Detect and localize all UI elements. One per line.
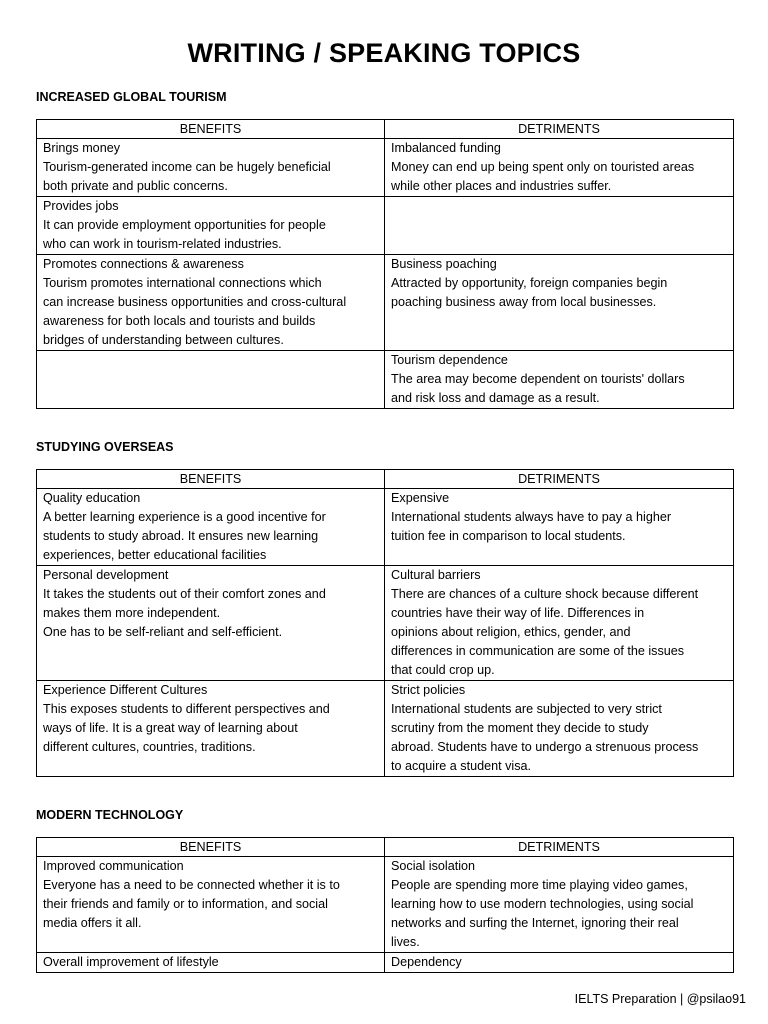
benefit-heading: Quality education — [43, 491, 141, 505]
detriment-text: There are chances of a culture shock because different countries have their way of life. Differences in opinions about religion, ethics, gender, and differences in communication are some of the issues that could crop up. — [391, 587, 699, 677]
benefit-cell — [37, 139, 385, 197]
table-row — [37, 489, 734, 566]
table-header-row — [37, 470, 734, 489]
benefits-header: BENEFITS — [37, 120, 385, 139]
detriment-cell — [385, 566, 734, 681]
table-row — [37, 139, 734, 197]
section-title-tourism: INCREASED GLOBAL TOURISM — [36, 90, 227, 104]
benefits-header: BENEFITS — [37, 838, 385, 857]
studying-overseas-table — [36, 469, 734, 777]
detriment-cell — [385, 681, 734, 777]
benefit-heading: Experience Different Cultures — [43, 683, 208, 697]
benefit-cell — [37, 351, 385, 409]
benefit-cell — [37, 857, 385, 953]
table-header-row — [37, 838, 734, 857]
benefit-text: Tourism-generated income can be hugely beneficial both private and public concerns. — [43, 160, 331, 193]
benefits-header: BENEFITS — [37, 470, 385, 489]
detriment-text: International students are subjected to very strict scrutiny from the moment they decide to study abroad. Students have to undergo a strenuous process to acquire a student visa. — [391, 702, 699, 773]
table-header-row — [37, 120, 734, 139]
detriment-cell — [385, 351, 734, 409]
benefit-heading: Overall improvement of lifestyle — [43, 955, 219, 969]
detriment-heading: Tourism dependence — [391, 353, 508, 367]
section-title-modern-technology: MODERN TECHNOLOGY — [36, 808, 184, 822]
detriment-text: International students always have to pay a higher tuition fee in comparison to local students. — [391, 510, 672, 543]
table-row — [37, 255, 734, 351]
benefit-text: Tourism promotes international connections which can increase business opportunities and cross-cultural awareness for both locals and tourists and builds bridges of understanding between cultures. — [43, 276, 347, 347]
page-title: WRITING / SPEAKING TOPICS — [187, 38, 581, 68]
detriment-text: The area may become dependent on tourists' dollars and risk loss and damage as a result. — [391, 372, 685, 405]
detriment-cell — [385, 255, 734, 351]
benefit-heading: Improved communication — [43, 859, 184, 873]
benefit-text: This exposes students to different perspectives and ways of life. It is a great way of learning about different cultures, countries, traditions. — [43, 702, 330, 754]
modern-technology-table — [36, 837, 734, 973]
detriment-cell — [385, 489, 734, 566]
detriment-heading: Dependency — [391, 955, 462, 969]
benefit-cell — [37, 197, 385, 255]
detriment-heading: Cultural barriers — [391, 568, 481, 582]
detriment-heading: Imbalanced funding — [391, 141, 501, 155]
detriments-header: DETRIMENTS — [385, 470, 734, 489]
tourism-table — [36, 119, 734, 409]
detriment-text: People are spending more time playing video games, learning how to use modern technologies, using social networks and surfing the Internet, ignoring their real lives. — [391, 878, 694, 949]
table-row — [37, 566, 734, 681]
detriment-cell — [385, 953, 734, 973]
benefit-heading: Provides jobs — [43, 199, 119, 213]
benefit-cell — [37, 489, 385, 566]
footer-credit: IELTS Preparation | @psilao91 — [574, 992, 746, 1006]
detriment-text: Attracted by opportunity, foreign companies begin poaching business away from local businesses. — [391, 276, 668, 309]
detriment-text: Money can end up being spent only on touristed areas while other places and industries suffer. — [391, 160, 695, 193]
benefit-text: Everyone has a need to be connected whether it is to their friends and family or to information, and social media offers it all. — [43, 878, 340, 930]
detriment-heading: Expensive — [391, 491, 450, 505]
benefit-cell — [37, 566, 385, 681]
table-row — [37, 351, 734, 409]
benefit-cell — [37, 681, 385, 777]
benefit-heading: Promotes connections & awareness — [43, 257, 244, 271]
detriment-heading: Strict policies — [391, 683, 466, 697]
detriment-cell — [385, 857, 734, 953]
table-row — [37, 197, 734, 255]
benefit-cell — [37, 255, 385, 351]
detriment-cell — [385, 139, 734, 197]
benefit-cell — [37, 953, 385, 973]
table-row — [37, 857, 734, 953]
detriments-header: DETRIMENTS — [385, 120, 734, 139]
benefit-text: It takes the students out of their comfort zones and makes them more independent. One has to be self-reliant and self-efficient. — [43, 587, 326, 639]
benefit-heading: Brings money — [43, 141, 120, 155]
section-title-studying-overseas: STUDYING OVERSEAS — [36, 440, 174, 454]
benefit-text: It can provide employment opportunities for people who can work in tourism-related industries. — [43, 218, 326, 251]
detriment-heading: Business poaching — [391, 257, 497, 271]
benefit-text: A better learning experience is a good incentive for students to study abroad. It ensures new learning experiences, better educational facilities — [43, 510, 326, 562]
table-row — [37, 681, 734, 777]
detriment-cell — [385, 197, 734, 255]
table-row — [37, 953, 734, 973]
benefit-heading: Personal development — [43, 568, 169, 582]
detriments-header: DETRIMENTS — [385, 838, 734, 857]
detriment-heading: Social isolation — [391, 859, 476, 873]
